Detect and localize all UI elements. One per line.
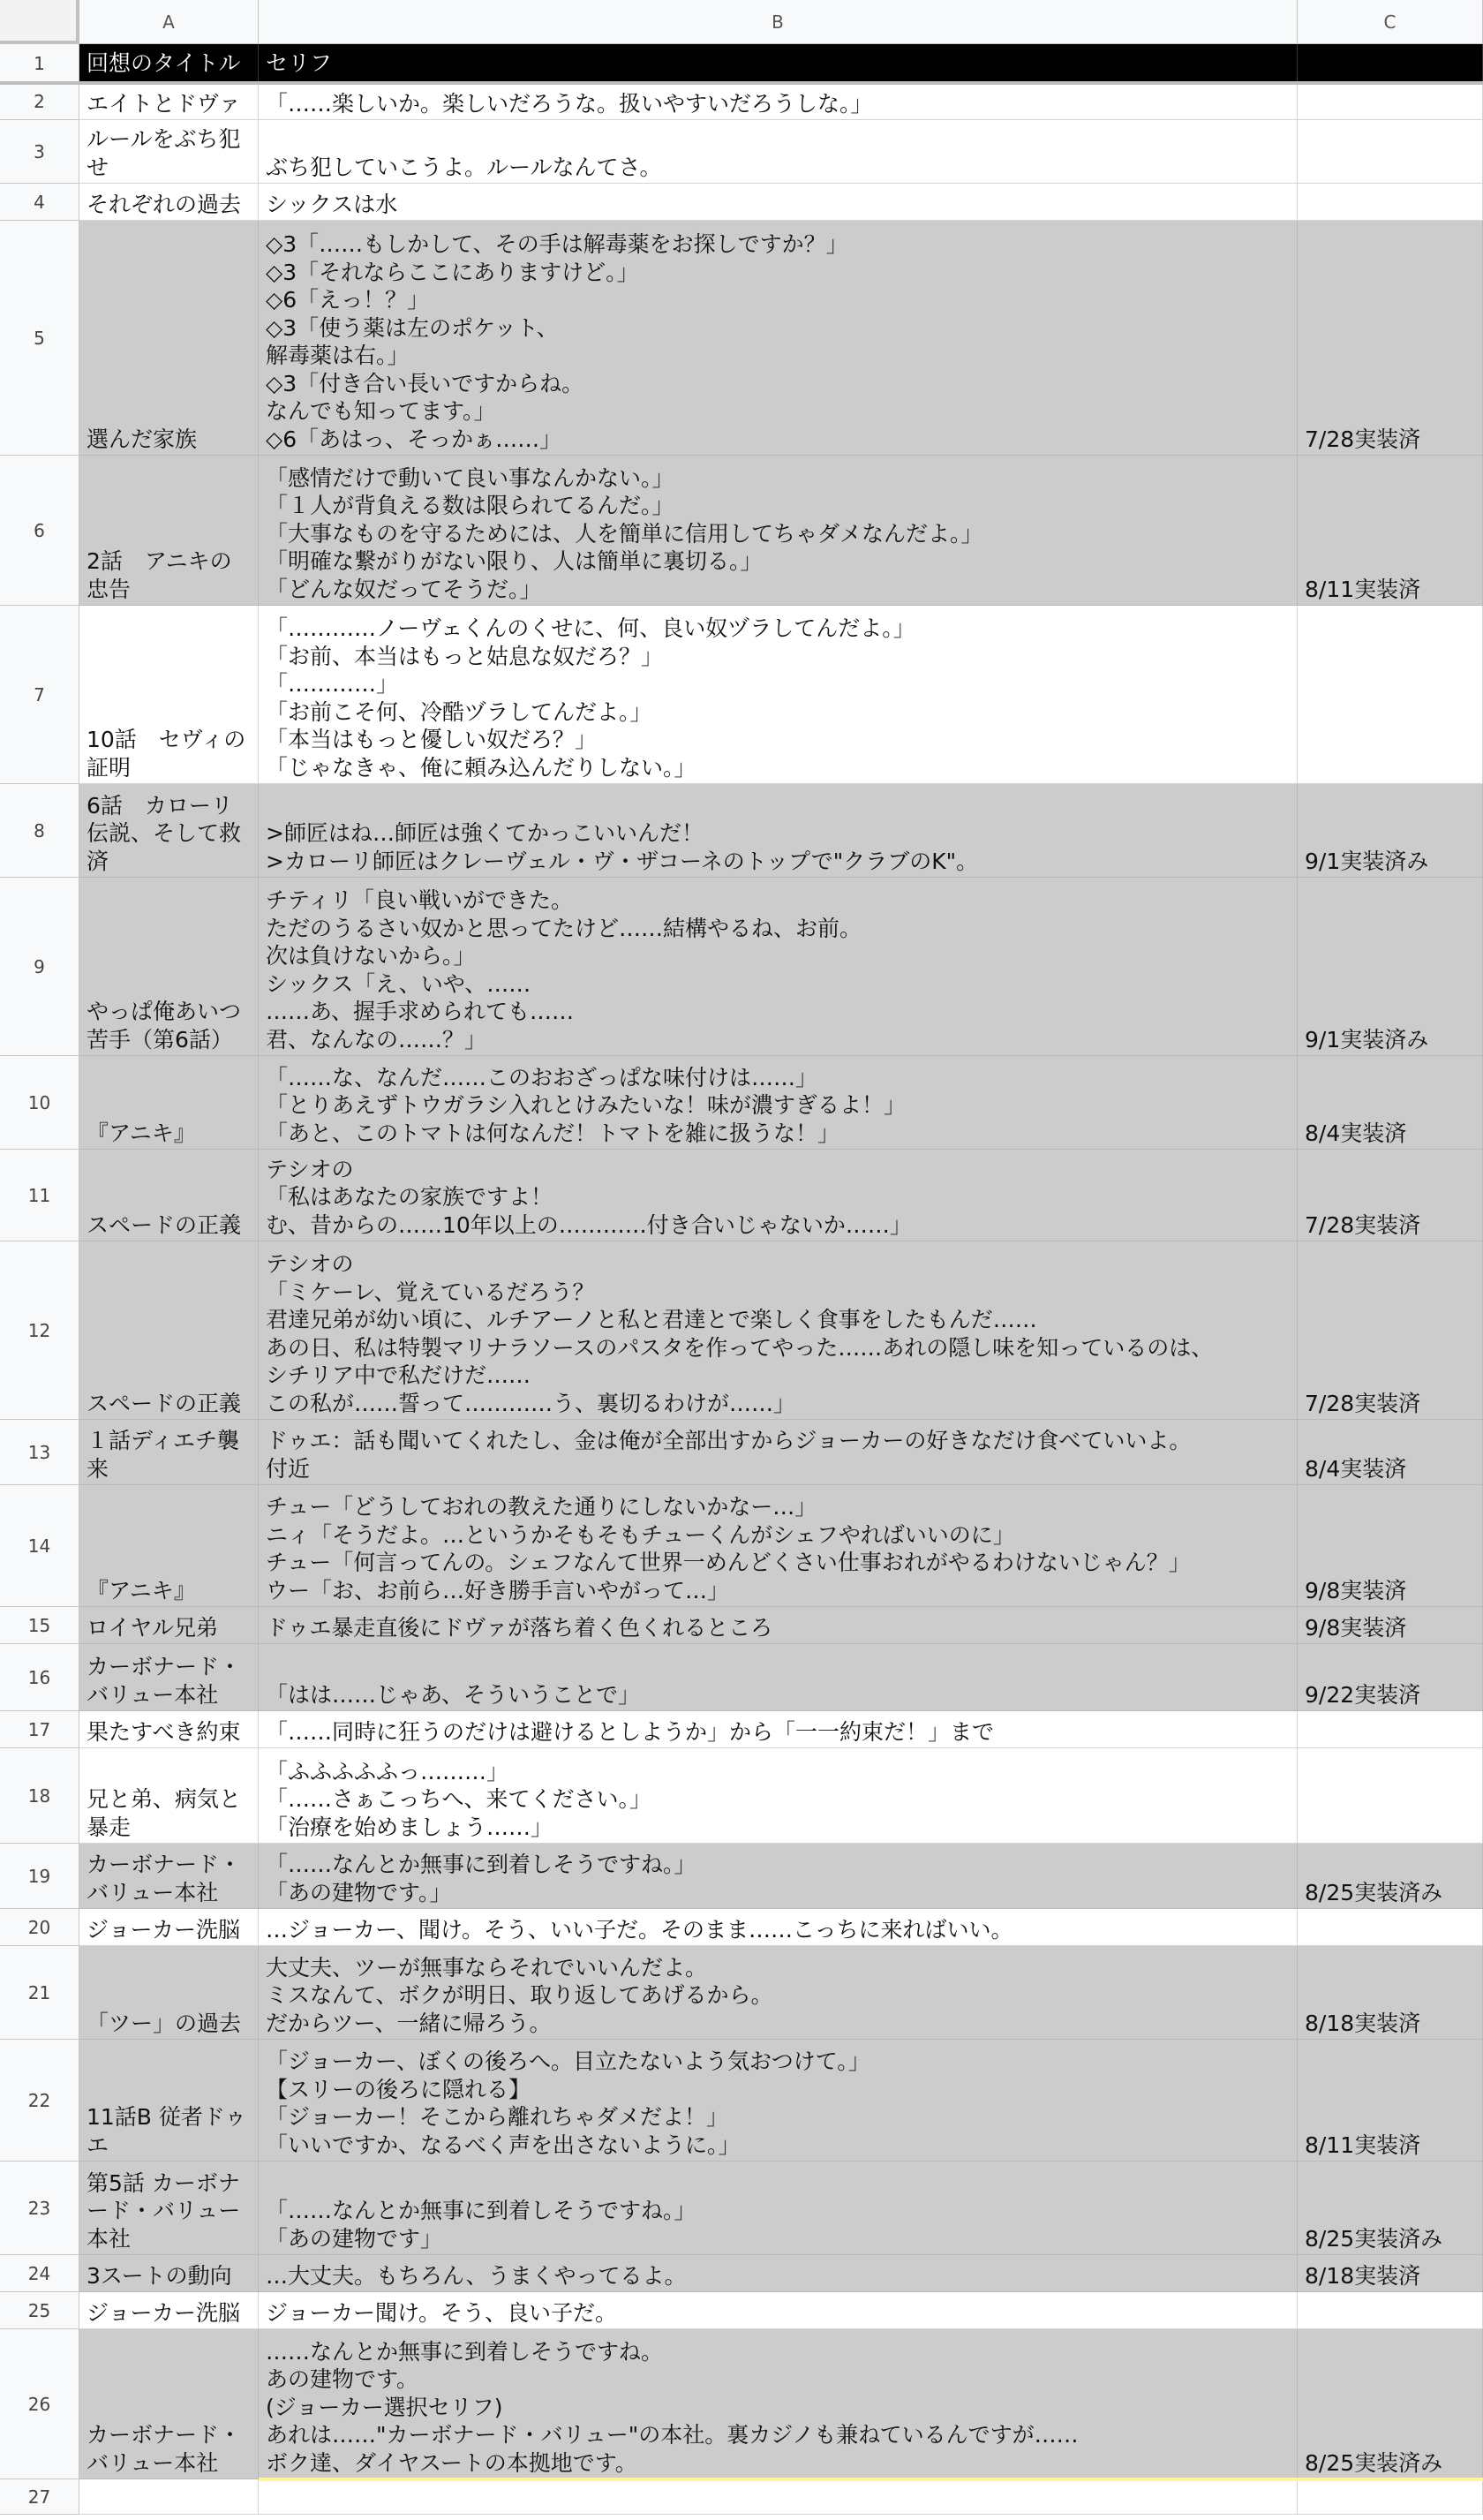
cell-status[interactable]: 7/28実装済 [1298,221,1483,456]
cell-title[interactable]: エイトとドヴァ [79,83,259,120]
cell-status[interactable] [1298,1748,1483,1844]
cell-dialogue[interactable]: 「…………ノーヴェくんのくせに、何、良い奴ヅラしてんだよ。」 「お前、本当はもっと姑息な奴だろ？」 「…………」 「お前こそ何、冷酷ヅラしてんだよ。」 「本当はもっと優しい奴だろ？」 「じゃなきゃ、俺に頼み込んだりしない。」 [259,606,1298,784]
cell-status[interactable] [1298,120,1483,184]
cell-title[interactable]: 「ツー」の過去 [79,1946,259,2040]
select-all-corner[interactable] [0,0,79,44]
cell-dialogue[interactable]: ジョーカー聞け。そう、良い子だ。 [259,2292,1298,2329]
cell-title[interactable]: 3スートの動向 [79,2255,259,2292]
table-row [0,1420,1483,1485]
row-number[interactable]: 21 [0,1946,79,2040]
table-row [0,184,1483,221]
cell-dialogue[interactable]: 「感情だけで動いて良い事なんかない。」 「１人が背負える数は限られてるんだ。」 「大事なものを守るためには、人を簡単に信用してちゃダメなんだよ。」 「明確な繋がりがない限り、人は簡単に裏切る。」 「どんな奴だってそうだ。」 [259,456,1298,606]
column-header-a[interactable]: A [79,0,259,44]
row-number[interactable]: 26 [0,2329,79,2479]
cell-status[interactable] [1298,184,1483,221]
row-number[interactable]: 17 [0,1711,79,1748]
cell-title[interactable]: 選んだ家族 [79,221,259,456]
cell-dialogue[interactable]: 「……なんとか無事に到着しそうですね。」 「あの建物です。」 [259,1844,1298,1909]
row-number[interactable]: 10 [0,1056,79,1150]
cell-dialogue[interactable]: 「ふふふふふっ………」 「……さぁこっちへ、来てください。」 「治療を始めましょう……」 [259,1748,1298,1844]
cell-title[interactable]: 兄と弟、病気と暴走 [79,1748,259,1844]
cell-title[interactable]: カーボナード・バリュー本社 [79,2329,259,2479]
row-number[interactable]: 6 [0,456,79,606]
cell-title[interactable]: ジョーカー洗脳 [79,2292,259,2329]
cell-status[interactable]: 8/4実装済 [1298,1420,1483,1485]
table-row [0,1485,1483,1607]
cell-title[interactable]: ロイヤル兄弟 [79,1607,259,1644]
cell-dialogue[interactable]: ぶち犯していこうよ。ルールなんてさ。 [259,120,1298,184]
row-number[interactable]: 12 [0,1241,79,1420]
cell-dialogue[interactable]: 「はは……じゃあ、そういうことで」 [259,1644,1298,1711]
column-header-c[interactable]: C [1298,0,1483,44]
row-number[interactable]: 7 [0,606,79,784]
table-row [0,2255,1483,2292]
row-number[interactable]: 9 [0,878,79,1056]
table-row [0,456,1483,606]
row-number[interactable]: 3 [0,120,79,184]
cell-title[interactable]: 11話B 従者ドゥエ [79,2040,259,2162]
cell-title[interactable]: 6話 カローリ伝説、そして救済 [79,784,259,878]
cell-title[interactable]: それぞれの過去 [79,184,259,221]
row-number[interactable]: 24 [0,2255,79,2292]
cell-dialogue[interactable]: …ジョーカー、聞け。そう、いい子だ。そのまま……こっちに来ればいい。 [259,1909,1298,1946]
column-header-b[interactable]: B [259,0,1298,44]
table-row [0,1946,1483,2040]
cell-dialogue[interactable]: 「ジョーカー、ぼくの後ろへ。目立たないよう気おつけて。」 【スリーの後ろに隠れる】 「ジョーカー！そこから離れちゃダメだよ！」 「いいですか、なるべく声を出さないように。」 [259,2040,1298,2162]
cell-dialogue[interactable]: 「……楽しいか。楽しいだろうな。扱いやすいだろうしな。」 [259,83,1298,120]
table-row [0,1748,1483,1844]
cell-status[interactable] [1298,606,1483,784]
cell-status[interactable]: 8/25実装済み [1298,2329,1483,2479]
cell-status[interactable]: 8/25実装済み [1298,2162,1483,2255]
cell-status[interactable]: 8/18実装済 [1298,2255,1483,2292]
cell-dialogue[interactable] [259,2479,1298,2515]
table-row [0,1711,1483,1748]
cell-dialogue[interactable]: ドゥエ：話も聞いてくれたし、金は俺が全部出すからジョーカーの好きなだけ食べていいよ。 付近 [259,1420,1298,1485]
cell-title[interactable]: １話ディエチ襲来 [79,1420,259,1485]
cell-title[interactable]: 『アニキ』 [79,1056,259,1150]
table-row [0,2040,1483,2162]
table-row [0,2329,1483,2479]
cell-title[interactable]: ジョーカー洗脳 [79,1909,259,1946]
cell-dialogue[interactable]: …大丈夫。もちろん、うまくやってるよ。 [259,2255,1298,2292]
table-row [0,1607,1483,1644]
row-number[interactable]: 27 [0,2479,79,2515]
cell-dialogue[interactable]: テシオの 「私はあなたの家族ですよ！ む、昔からの……10年以上の…………付き合いじゃないか……」 [259,1150,1298,1241]
cell-dialogue[interactable]: チティリ「良い戦いができた。 ただのうるさい奴かと思ってたけど……結構やるね、お前。 次は負けないから。」 シックス「え、いや、…… ……あ、握手求められても…… 君、なんなの……？」 [259,878,1298,1056]
cell-title[interactable] [79,2479,259,2515]
table-row [0,1909,1483,1946]
table-row [0,606,1483,784]
cell-status[interactable]: 8/25実装済み [1298,1844,1483,1909]
cell-status[interactable]: 8/11実装済 [1298,2040,1483,2162]
table-row [0,2479,1483,2515]
table-row [0,120,1483,184]
cell-status[interactable]: 9/8実装済 [1298,1485,1483,1607]
table-row [0,878,1483,1056]
cell-status[interactable]: 8/11実装済 [1298,456,1483,606]
row-number[interactable]: 5 [0,221,79,456]
row-number[interactable]: 13 [0,1420,79,1485]
cell-dialogue[interactable]: ◇3「……もしかして、その手は解毒薬をお探しですか？」 ◇3「それならここにありますけど。」 ◇6「えっ！？」 ◇3「使う薬は左のポケット、 解毒薬は右。」 ◇3「付き合い長いですからね。 なんでも知ってます。」 ◇6「あはっ、そっかぁ……」 [259,221,1298,456]
cell-status[interactable]: 8/18実装済 [1298,1946,1483,2040]
table-row [0,1844,1483,1909]
cell-status[interactable] [1298,83,1483,120]
row-number[interactable]: 20 [0,1909,79,1946]
cell-title[interactable]: スペードの正義 [79,1241,259,1420]
cell-status[interactable] [1298,44,1483,83]
row-number[interactable]: 2 [0,83,79,120]
cell-dialogue[interactable]: ……なんとか無事に到着しそうですね。 あの建物です。 (ジョーカー選択セリフ) あれは……"カーボナード・バリュー"の本社。裏カジノも兼ねているんですが…… ボク達、ダイヤスートの本拠地です。 [259,2329,1298,2479]
cell-dialogue[interactable]: シックスは水 [259,184,1298,221]
cell-status[interactable] [1298,2292,1483,2329]
table-row [0,83,1483,120]
table-row [0,1056,1483,1150]
row-number[interactable]: 4 [0,184,79,221]
row-number[interactable]: 14 [0,1485,79,1607]
cell-dialogue[interactable]: ドゥエ暴走直後にドヴァが落ち着く色くれるところ [259,1607,1298,1644]
cell-title[interactable]: 第5話 カーボナード・バリュー本社 [79,2162,259,2255]
cell-dialogue[interactable]: チュー「どうしておれの教えた通りにしないかなー…」 ニィ「そうだよ。…というかそもそもチューくんがシェフやればいいのに」 チュー「何言ってんの。シェフなんて世界一めんどくさい仕事おれがやるわけないじゃん？」 ウー「お、お前ら…好き勝手言いやがって…」 [259,1485,1298,1607]
cell-status[interactable] [1298,1909,1483,1946]
table-row [0,221,1483,456]
cell-dialogue[interactable]: 「……な、なんだ……このおおざっぱな味付けは……」 「とりあえずトウガラシ入れとけみたいな！味が濃すぎるよ！」 「あと、このトマトは何なんだ！トマトを雑に扱うな！」 [259,1056,1298,1150]
row-number[interactable]: 23 [0,2162,79,2255]
table-row [0,1644,1483,1711]
table-row [0,1150,1483,1241]
cell-title[interactable]: 10話 セヴィの証明 [79,606,259,784]
row-number[interactable]: 15 [0,1607,79,1644]
cell-dialogue[interactable]: >師匠はね…師匠は強くてかっこいいんだ！ >カローリ師匠はクレーヴェル・ヴ・ザコーネのトップで"クラブのK"。 [259,784,1298,878]
cell-status[interactable] [1298,2479,1483,2515]
cell-status[interactable]: 7/28実装済 [1298,1241,1483,1420]
table-row [0,2292,1483,2329]
cell-dialogue[interactable]: セリフ [259,44,1298,83]
table-row [0,784,1483,878]
table-row [0,44,1483,83]
row-number[interactable]: 1 [0,44,79,83]
cell-title[interactable]: 果たすべき約束 [79,1711,259,1748]
cell-status[interactable]: 8/4実装済 [1298,1056,1483,1150]
table-row [0,2162,1483,2255]
cell-status[interactable] [1298,1711,1483,1748]
cell-title[interactable]: 2話 アニキの忠告 [79,456,259,606]
cell-title[interactable]: 『アニキ』 [79,1485,259,1607]
table-row [0,1241,1483,1420]
cell-dialogue[interactable]: 「……なんとか無事に到着しそうですね。」 「あの建物です」 [259,2162,1298,2255]
row-number[interactable]: 22 [0,2040,79,2162]
row-number[interactable]: 18 [0,1748,79,1844]
cell-title[interactable]: ルールをぶち犯せ [79,120,259,184]
row-number[interactable]: 8 [0,784,79,878]
cell-title[interactable]: カーボナード・バリュー本社 [79,1644,259,1711]
cell-status[interactable]: 9/1実装済み [1298,784,1483,878]
cell-status[interactable]: 9/22実装済 [1298,1644,1483,1711]
freeze-divider[interactable] [0,81,1483,85]
row-number[interactable]: 11 [0,1150,79,1241]
row-number[interactable]: 19 [0,1844,79,1909]
cell-dialogue[interactable]: テシオの 「ミケーレ、覚えているだろう？ 君達兄弟が幼い頃に、ルチアーノと私と君達とで楽しく食事をしたもんだ…… あの日、私は特製マリナラソースのパスタを作ってやった……あれの隠し味を知っているのは、 シチリア中で私だけだ…… この私が……誓って…………う、裏切るわけが……」 [259,1241,1298,1420]
cell-title[interactable]: やっぱ俺あいつ苦手（第6話） [79,878,259,1056]
cell-dialogue[interactable]: 「……同時に狂うのだけは避けるとしようか」から「一一約束だ！」まで [259,1711,1298,1748]
cell-status[interactable]: 9/1実装済み [1298,878,1483,1056]
row-highlight-divider [259,2478,1483,2481]
cell-status[interactable]: 7/28実装済 [1298,1150,1483,1241]
cell-status[interactable]: 9/8実装済 [1298,1607,1483,1644]
cell-dialogue[interactable]: 大丈夫、ツーが無事ならそれでいいんだよ。 ミスなんて、ボクが明日、取り返してあげるから。 だからツー、一緒に帰ろう。 [259,1946,1298,2040]
row-number[interactable]: 25 [0,2292,79,2329]
cell-title[interactable]: カーボナード・バリュー本社 [79,1844,259,1909]
cell-title[interactable]: スペードの正義 [79,1150,259,1241]
cell-title[interactable]: 回想のタイトル [79,44,259,83]
row-number[interactable]: 16 [0,1644,79,1711]
